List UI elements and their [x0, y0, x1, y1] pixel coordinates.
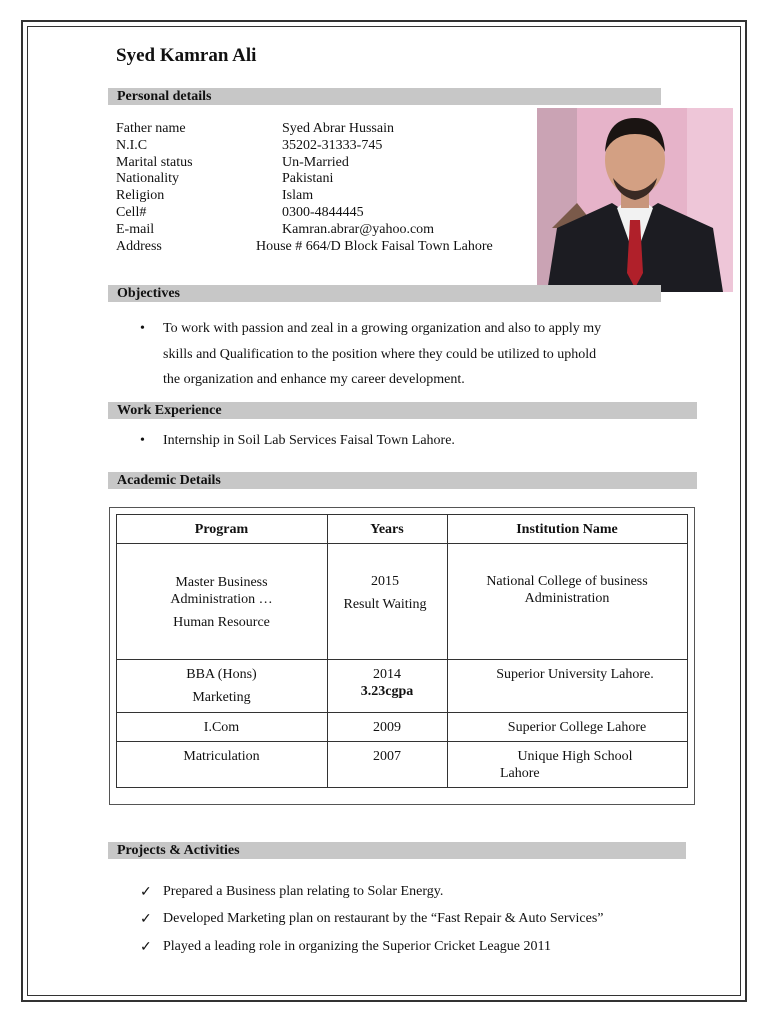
- table-cell-program: Marketing: [192, 690, 251, 705]
- table-header-program: Program: [194, 522, 249, 537]
- section-work-experience: Work Experience: [108, 402, 697, 419]
- personal-label: E-mail: [116, 222, 155, 237]
- table-cell-institution: Administration: [524, 591, 610, 606]
- table-cell-institution: National College of business: [486, 574, 648, 589]
- personal-label: Father name: [116, 121, 186, 136]
- personal-value: Un-Married: [282, 155, 349, 170]
- personal-value: Islam: [282, 188, 314, 203]
- section-objectives: Objectives: [108, 285, 661, 302]
- check-icon: ✓: [140, 885, 152, 900]
- table-cell-program: Human Resource: [173, 615, 270, 630]
- bullet-icon: •: [140, 321, 145, 336]
- table-border: [116, 741, 688, 742]
- personal-label: Address: [116, 239, 162, 254]
- personal-label: Marital status: [116, 155, 193, 170]
- table-header-years: Years: [370, 522, 404, 537]
- table-cell-program: BBA (Hons): [186, 667, 257, 682]
- objective-line: the organization and enhance my career development.: [163, 372, 465, 387]
- bullet-icon: •: [140, 433, 145, 448]
- check-icon: ✓: [140, 912, 152, 927]
- table-border: [116, 543, 688, 544]
- table-cell-years: 2007: [373, 749, 401, 764]
- objective-line: To work with passion and zeal in a growing organization and also to apply my: [163, 321, 602, 336]
- personal-label: Nationality: [116, 171, 179, 186]
- table-cell-years: 2009: [373, 720, 401, 735]
- table-border: [116, 787, 688, 788]
- table-cell-years: 2015: [371, 574, 399, 589]
- table-border: [327, 514, 328, 788]
- table-header-institution: Institution Name: [516, 522, 618, 537]
- personal-label: Religion: [116, 188, 165, 203]
- table-cell-program: I.Com: [203, 720, 240, 735]
- table-cell-institution: Superior College Lahore: [507, 720, 647, 735]
- personal-label: Cell#: [116, 205, 147, 220]
- personal-label: N.I.C: [116, 138, 148, 153]
- table-cell-institution: Lahore: [500, 766, 540, 781]
- table-cell-program: Master Business: [175, 575, 268, 590]
- objective-line: skills and Qualification to the position where they could be utilized to uphold: [163, 347, 597, 362]
- table-cell-program: Matriculation: [183, 749, 260, 764]
- table-cell-years: Result Waiting: [343, 597, 427, 612]
- table-cell-years: 3.23cgpa: [360, 684, 414, 699]
- table-cell-program: Administration …: [170, 592, 273, 607]
- table-border: [447, 514, 448, 788]
- table-border: [116, 712, 688, 713]
- section-personal-details: Personal details: [108, 88, 661, 105]
- personal-value: House # 664/D Block Faisal Town Lahore: [256, 239, 493, 254]
- section-projects-activities: Projects & Activities: [108, 842, 686, 859]
- personal-value: Syed Abrar Hussain: [282, 121, 394, 136]
- table-border: [116, 514, 688, 515]
- project-item-text: Played a leading role in organizing the Superior Cricket League 2011: [163, 939, 551, 954]
- table-border: [687, 514, 688, 788]
- table-cell-years: 2014: [373, 667, 401, 682]
- personal-value: 0300-4844445: [282, 205, 364, 220]
- table-border: [116, 514, 117, 788]
- table-cell-institution: Unique High School: [517, 749, 633, 764]
- work-item-text: Internship in Soil Lab Services Faisal Town Lahore.: [163, 433, 455, 448]
- personal-value: 35202-31333-745: [282, 138, 383, 153]
- profile-photo: [537, 108, 733, 292]
- personal-value: Pakistani: [282, 171, 334, 186]
- table-cell-institution: Superior University Lahore.: [496, 667, 654, 682]
- project-item-text: Prepared a Business plan relating to Solar Energy.: [163, 884, 444, 899]
- project-item-text: Developed Marketing plan on restaurant by the “Fast Repair & Auto Services”: [163, 911, 604, 926]
- personal-value: Kamran.abrar@yahoo.com: [282, 222, 435, 237]
- resume-name: Syed Kamran Ali: [116, 45, 257, 66]
- section-academic-details: Academic Details: [108, 472, 697, 489]
- table-border: [116, 659, 688, 660]
- check-icon: ✓: [140, 940, 152, 955]
